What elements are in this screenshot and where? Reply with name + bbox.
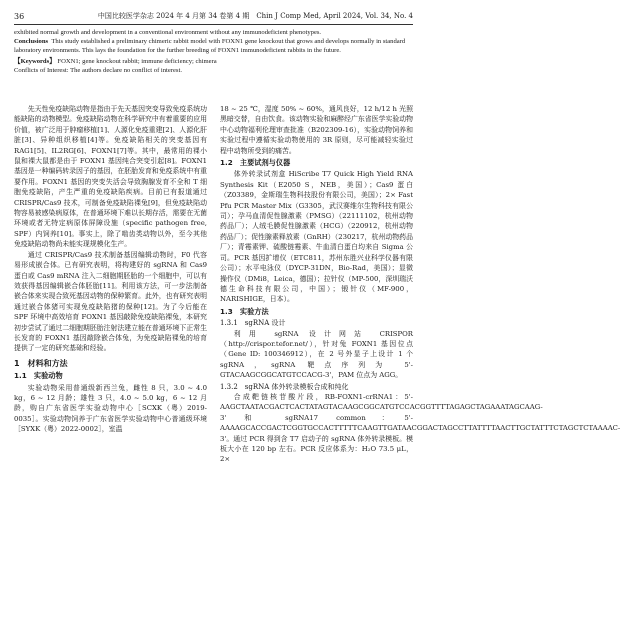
abstract-conclusions (14, 37, 413, 55)
subsection-heading-reagents: 1.2 主要试剂与仪器 (220, 158, 291, 168)
template-paragraph: 合成靶链核苷酸片段，RB-FOXN1-crRNA1：5'-AAGCTAATACGACTCACTATAGTACAAGCGGCATGTCCACGGTTTTAGAGCTAGAAATAGCAAG-3' 和 sgRNA17 common：5'-AAAAGCACCGACTCGGTGCCACTTTTTCAAGTTGATAACGGACTAGCCTTATTTTAACTTGCTATTTCTAGCTCTAAAAC-3'。通过 PCR 得到含 T7 启动子的 sgRNA 体外转录模板。模板大小在 120 bp 左右。PCR 反应体系为：H₂O 73.5 μL，2× (220, 392, 620, 464)
keywords-line (14, 57, 413, 66)
reagents-paragraph: 体外转录试剂盒 HiScribe T7 Quick High Yield RNA Synthesis Kit（E2050 S，NEB，美国）；Cas9 蛋白（Z03389，金斯瑞生物科技股份有限公司，美国）；2× Fast Pfu PCR Master Mix（G3305，武汉赛维尔生物科技有限公司）；孕马血清促性腺激素（PMSG）（22111102，杭州动物药品厂）；人绒毛膜促性腺激素（HCG）（220912，杭州动物药品厂）；促性腺素释放素（GnRH）（230217，杭州动物药品厂）；青霉素钾、硫酸链霉素、牛血清白蛋白均来自 Sigma 公司。PCR 基因扩增仪（ETC811，苏州东胜兴业科学仪器有限公司）；水平电泳仪（DYCP-31DN，Bio-Rad，美国）；显微操作仪（DMi8，Leica，德国）；拉针仪（MP-500，深圳瑞沃德生命科技有限公司，中国）；锻针仪（MF-900，NARISHIGE，日本）。 (220, 170, 413, 304)
body-columns (14, 104, 620, 621)
right-column (220, 104, 620, 621)
animals-paragraph: 实验动物采用普通级新西兰兔，雌性 8 只，3.0 ~ 4.0 kg，6 ~ 12 月龄；雄性 3 只，4.0 ~ 5.0 kg，6 ~ 12 月龄，购自广东省医学实验动物中心［SCXK（粤）2019-0035］。实验动物饲养于广东省医学实验动物中心普通级环境［SYXK（粤）2022-0002］，室温 (14, 383, 207, 434)
left-column (14, 104, 207, 621)
journal-citation: 中国比较医学杂志 2024 年 4 月第 34 卷第 4 期 Chin J Comp Med, April 2024, Vol. 34, No. 4 (97, 12, 413, 20)
keywords-text: FOXN1; gene knockout rabbit; immune deficiency; chimera (57, 58, 217, 65)
header-divider (14, 24, 413, 25)
subsection-heading-methods: 1.3 实验方法 (220, 306, 269, 316)
conflicts-statement: Conflicts of Interest: The authors declare no conflict of interest. (14, 67, 182, 74)
section-heading-methods: 1 材料和方法 (14, 358, 68, 368)
conclusions-label: Conclusions (14, 38, 49, 45)
page-number: 36 (14, 11, 25, 21)
subsection-heading-animals: 1.1 实验动物 (14, 371, 63, 381)
subsection-heading-template: 1.3.2 sgRNA 体外转录模板合成和纯化 (220, 382, 349, 391)
english-abstract (14, 28, 413, 75)
animals-paragraph-continued: 18 ~ 25 ℃，湿度 50% ~ 60%，通风良好，12 h/12 h 光照黑暗交替，自由饮食。该动物实验和麻醉经广东省医学实验动物中心动物福利伦理审查批准（B202309-16），实验动物饲养和实验过程中遵循实验动物使用的 3R 原则，尽可能减轻实验过程中动物所受到的痛苦。 (220, 105, 413, 155)
subsection-heading-sgrna-design: 1.3.1 sgRNA 设计 (220, 319, 286, 328)
abstract-results-tail: exhibited normal growth and development in a conventional environment without any immunodeficient phenotypes. (14, 29, 322, 36)
running-header (14, 10, 413, 22)
sgrna-design-paragraph: 利用 sgRNA 设计网站 CRISPOR（http://crispor.tefor.net/），针对兔 FOXN1 基因位点（Gene ID: 100346912），在 2 号外显子上设计 1 个 sgRNA，sgRNA 靶点序列为 5'-GTACAAGCGGCATGTCCACG-3'，PAM 位点为 AGG。 (220, 329, 413, 380)
conclusions-text: This study established a preliminary chimeric rabbit model with FOXN1 gene knockout that grows and develops normally in standard laboratory environments. This lays the foundation for the further breeding of FOXN1 immunodeficient rabbits in the future. (14, 38, 406, 54)
intro-paragraph-1: 先天性免疫缺陷动物是指由于先天基因突变导致免疫系统功能缺陷的动物模型。免疫缺陷动物在科学研究中有着重要的应用价值，被广泛用于肿瘤移植[1]、人源化免疫重建[2]、人源化肝脏[3]、异种组织移植[4]等。免疫缺陷相关的突变基因有 RAG1[5]、IL2RG[6]、FOXN1[7]等。其中，最常用的裸小鼠和裸大鼠都是由于 FOXN1 基因纯合突变引起[8]。FOXN1 基因是一种编码转录因子的基因，在胚胎发育和免疫系统中有重要作用。FOXN1 基因的突变失活会导致胸腺发育不全和 T 细胞免疫缺陷，产生严重的免疫缺陷疾病。目前已有报道通过 CRISPR/Cas9 技术，可制备免疫缺陷裸兔[9]，但免疫缺陷动物容易被感染病原体，在普通环境下难以长期存活，需要在无菌环境或者无特定病原体屏障设施（specific pathogen free, SPF）内饲养[10]。事实上，除了啮齿类动物以外，至今其他免疫缺陷动物尚未能实现规模化生产。 (14, 105, 207, 249)
keywords-label: 【Keywords】 (14, 58, 56, 65)
intro-paragraph-2: 通过 CRISPR/Cas9 技术制备基因编辑动物时，F0 代容易形成嵌合体。已有研究表明，将构建好的 sgRNA 和 Cas9 蛋白或 Cas9 mRNA 注入二细胞期胚胎的一个细胞中，可以有效获得基因编辑嵌合体胚胎[11]。利用该方法，可一步法制备嵌合体来实现合致死基因动物的保种繁育。此外，也有研究表明通过嵌合体猪可实现免疫缺陷猪的保种[12]。为了今后能在 SPF 环境中高效培育 FOXN1 基因敲除免疫缺陷裸兔，本研究初步尝试了通过二细胞期胚胎注射法建立能在普通环境下正常生长发育的 FOXN1 基因敲除嵌合体兔，为免疫缺陷裸兔的培育提供了一定的研究基础和经验。 (14, 250, 207, 353)
